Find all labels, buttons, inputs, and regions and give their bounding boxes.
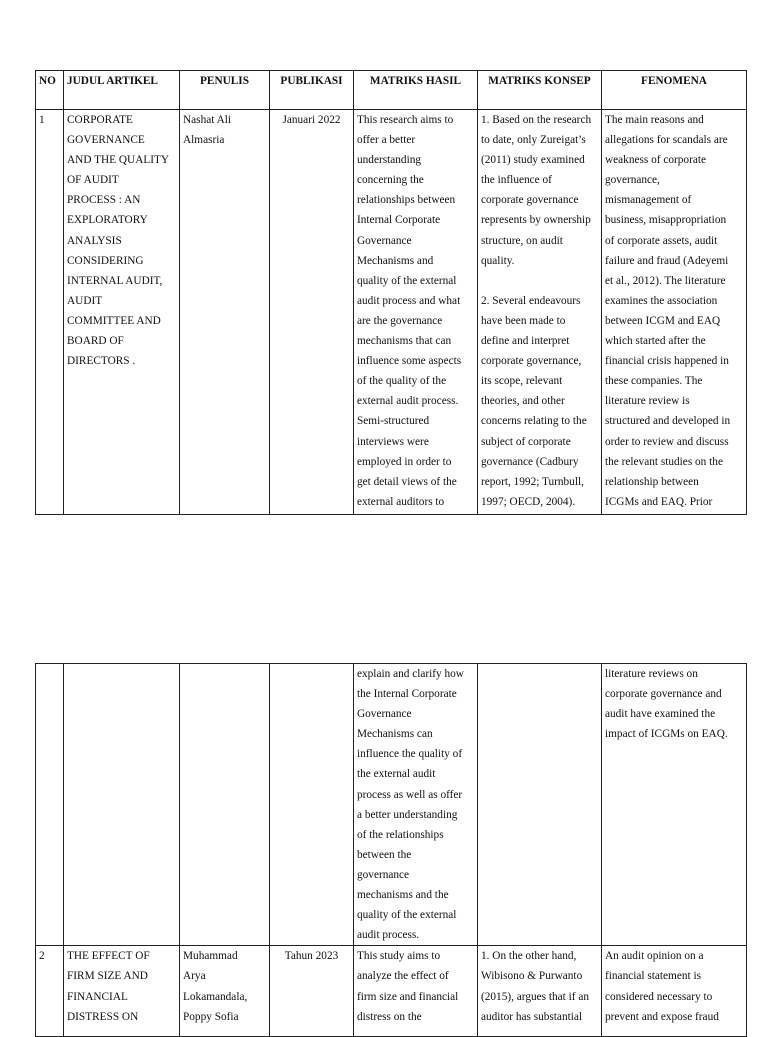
results-matrix: This study aims to analyze the effect of firm size and financial distress on the <box>354 946 478 1037</box>
publication: Januari 2022 <box>270 110 354 515</box>
phenomenon: An audit opinion on a financial statement is considered necessary to prevent and expose fraud <box>602 946 747 1037</box>
results-matrix-continued: explain and clarify how the Internal Corporate Governance Mechanisms can influence the quality of the external audit process as well as offer a better understanding of the relationships between the governance mechanisms and the quality of the external audit process. <box>354 664 478 946</box>
row-number: 1 <box>36 110 64 515</box>
header-judul-artikel: JUDUL ARTIKEL <box>64 71 180 110</box>
article-title-empty <box>64 664 180 946</box>
phenomenon: The main reasons and allegations for scandals are weakness of corporate governance, mismanagement of business, misappropriation of corporate assets, audit failure and fraud (Adeyemi et al., 2012). The literature examines the association between ICGM and EAQ which started after the financial crisis happened in these companies. The literature review is structured and developed in order to review and discuss the relevant studies on the relationship between ICGMs and EAQ. Prior <box>602 110 747 515</box>
row-number-empty <box>36 664 64 946</box>
article-title: CORPORATE GOVERNANCE AND THE QUALITY OF AUDIT PROCESS : AN EXPLORATORY ANALYSIS CONSIDERING INTERNAL AUDIT, AUDIT COMMITTEE AND BOARD OF DIRECTORS . <box>64 110 180 515</box>
table-row <box>36 946 747 1037</box>
row-number: 2 <box>36 946 64 1037</box>
table-row <box>36 110 747 515</box>
header-fenomena: FENOMENA <box>602 71 747 110</box>
phenomenon-continued: literature reviews on corporate governance and audit have examined the impact of ICGMs on EAQ. <box>602 664 747 946</box>
concept-matrix: 1. On the other hand, Wibisono & Purwanto (2015), argues that if an auditor has substantial <box>478 946 602 1037</box>
header-matriks-konsep: MATRIKS KONSEP <box>478 71 602 110</box>
header-penulis: PENULIS <box>180 71 270 110</box>
table-row-continued <box>36 664 747 946</box>
header-matriks-hasil: MATRIKS HASIL <box>354 71 478 110</box>
article-title: THE EFFECT OF FIRM SIZE AND FINANCIAL DISTRESS ON <box>64 946 180 1037</box>
results-matrix: This research aims to offer a better understanding concerning the relationships between Internal Corporate Governance Mechanisms and quality of the external audit process and what are the governance mechanisms that can influence some aspects of the quality of the external audit process. Semi-structured interviews were employed in order to get detail views of the external auditors to <box>354 110 478 515</box>
author: Muhammad Arya Lokamandala, Poppy Sofia <box>180 946 270 1037</box>
concept-matrix-empty <box>478 664 602 946</box>
publication-empty <box>270 664 354 946</box>
author: Nashat Ali Almasria <box>180 110 270 515</box>
concept-matrix: 1. Based on the research to date, only Zureigat’s (2011) study examined the influence of corporate governance represents by ownership structure, on audit quality. 2. Several endeavours have been made to define and interpret corporate governance, its scope, relevant theories, and other concerns relating to the subject of corporate governance (Cadbury report, 1992; Turnbull, 1997; OECD, 2004). <box>478 110 602 515</box>
literature-matrix-table-page-2 <box>35 663 747 1037</box>
literature-matrix-table-page-1 <box>35 70 747 515</box>
header-publikasi: PUBLIKASI <box>270 71 354 110</box>
author-empty <box>180 664 270 946</box>
header-row <box>36 71 747 110</box>
publication: Tahun 2023 <box>270 946 354 1037</box>
header-no: NO <box>36 71 64 110</box>
